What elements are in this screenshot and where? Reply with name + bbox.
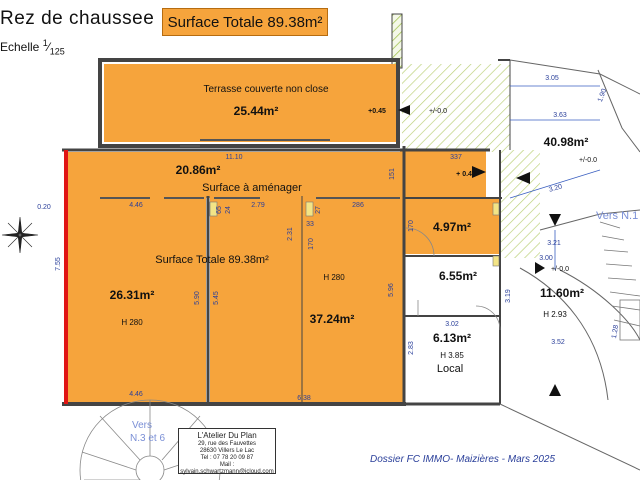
vers-n1: Vers N.1	[596, 210, 639, 222]
dim-170a: 170	[408, 220, 415, 232]
dim-545: 5.45	[213, 291, 220, 305]
hall-area: 11.60m²	[539, 286, 585, 300]
stamp-name: L'Atelier Du Plan	[197, 431, 257, 440]
dim-020: 0.20	[37, 204, 51, 211]
dim-363: 3.63	[553, 112, 567, 119]
scale-numerator: 1	[42, 38, 48, 48]
stamp-address: 29, rue des Fauvettes	[197, 441, 257, 447]
left-height: H 280	[121, 318, 143, 327]
vers-n3-line1: Vers	[132, 420, 153, 431]
level-00a: +/-0.0	[428, 108, 448, 115]
level-00b: +/-0.0	[578, 157, 598, 164]
small-655: 6.55m²	[438, 269, 478, 283]
vers-n3-line2: N.3 et 6	[130, 433, 166, 444]
dim-286: 286	[352, 202, 364, 209]
dim-320: 3.20	[548, 183, 564, 194]
dim-446b: 4.46	[129, 391, 143, 398]
stamp-mail: Mail : sylvain.schwartzmann@icloud.com	[180, 462, 274, 475]
dim-190: 1.90	[596, 87, 609, 104]
compass-icon	[2, 217, 38, 253]
dim-128: 1.28	[610, 324, 621, 340]
scale-label: Echelle $^1⁄_{125}$	[0, 38, 65, 57]
right-staircase	[600, 222, 640, 340]
dim-302: 3.02	[445, 321, 459, 328]
terrasse-area: 25.44m²	[233, 104, 279, 118]
dim-300: 3.00	[539, 255, 553, 262]
dim-151: 151	[389, 168, 396, 180]
dim-24: 24	[225, 206, 232, 214]
stamp-city: 28630 Villers Le Lac	[199, 448, 255, 454]
middle-area: 37.24m²	[309, 312, 355, 326]
dim-1110: 11.10	[225, 154, 243, 161]
local-height: H 3.85	[440, 351, 464, 360]
middle-height: H 280	[323, 273, 345, 282]
dim-337: 337	[450, 154, 462, 161]
hall-height: H 2.93	[543, 310, 567, 319]
left-area: 26.31m²	[109, 288, 155, 302]
left-surface-label: Surface Totale 89.38m²	[155, 254, 269, 266]
dim-638: 6.38	[297, 395, 311, 402]
small-497: 4.97m²	[432, 220, 472, 234]
right-area-40: 40.98m²	[543, 135, 589, 149]
dim-352: 3.52	[551, 339, 565, 346]
local-label: Local	[436, 363, 464, 375]
dim-755: 7.55	[55, 257, 62, 271]
amenager-area: 20.86m²	[175, 163, 221, 177]
level-00c: +/-0.0	[550, 266, 570, 273]
dim-305: 3.05	[545, 75, 559, 82]
exterior-path-zone	[500, 150, 540, 258]
terrasse-label: Terrasse couverte non close	[203, 84, 329, 95]
architect-stamp	[178, 428, 276, 474]
exterior-terrace-zone	[402, 64, 510, 152]
dim-27: 27	[315, 206, 322, 214]
dim-319: 3.19	[505, 289, 512, 303]
scale-word: Echelle	[0, 40, 40, 54]
dim-33: 33	[306, 221, 314, 228]
level-045: +0.45	[368, 108, 386, 115]
stamp-phone: Tel : 07 78 20 09 87	[200, 455, 254, 461]
dim-279: 2.79	[251, 202, 265, 209]
page-title: Rez de chaussee	[0, 8, 155, 29]
dossier-credit: Dossier FC IMMO- Maizières - Mars 2025	[370, 454, 556, 465]
dim-283: 2.83	[408, 341, 415, 355]
surface-total-badge: Surface Totale 89.38m²	[162, 8, 328, 36]
local-area: 6.13m²	[432, 331, 472, 345]
dim-446a: 4.46	[129, 202, 143, 209]
dim-590: 5.90	[194, 291, 201, 305]
terrasse-room	[104, 64, 396, 142]
scale-denominator: 125	[49, 46, 65, 57]
level-047: + 0.47	[456, 171, 476, 178]
dim-321: 3.21	[547, 240, 561, 247]
dim-65: 65	[216, 206, 223, 214]
room-37-24	[210, 198, 404, 404]
dim-170b: 170	[308, 238, 315, 250]
dim-231: 2.31	[287, 227, 294, 241]
amenager-label: Surface à aménager	[202, 182, 302, 194]
dim-596: 5.96	[388, 283, 395, 297]
